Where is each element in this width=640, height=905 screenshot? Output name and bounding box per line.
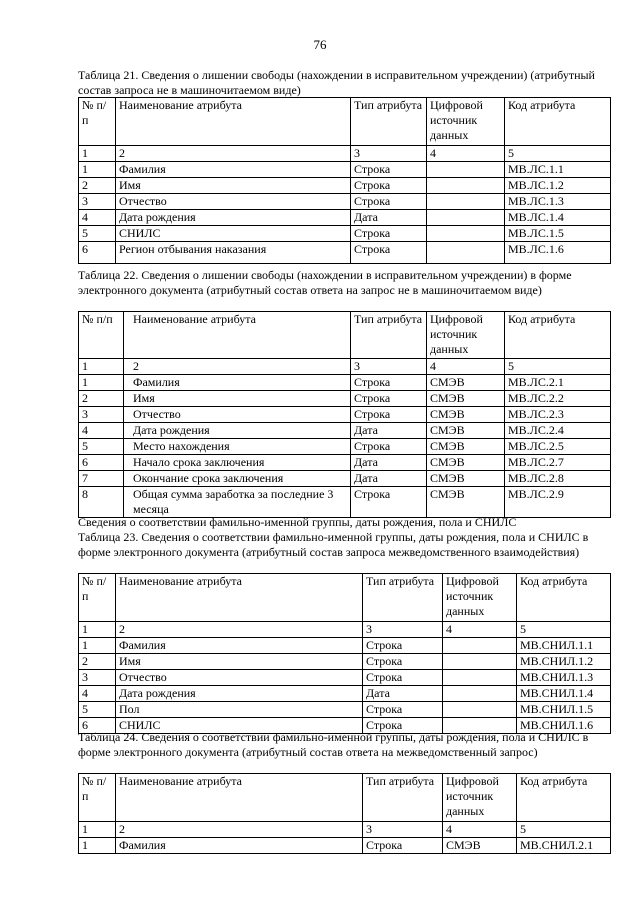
- cell-type: Строка: [351, 242, 427, 264]
- table-row: [79, 210, 611, 226]
- table-row: [79, 162, 611, 178]
- table-header-row: [79, 98, 611, 146]
- cell-name: Отчество: [116, 670, 363, 686]
- cell-code: МВ.ЛС.2.2: [505, 391, 611, 407]
- cell-number: 1: [79, 838, 116, 854]
- cell-source: [443, 686, 517, 702]
- header-code: Код атрибута: [505, 98, 611, 146]
- header-name: Наименование атрибута: [116, 574, 363, 622]
- cell-type: Дата: [351, 455, 427, 471]
- cell-source: СМЭВ: [443, 838, 517, 854]
- cell-source: [427, 242, 505, 264]
- table-row: [79, 471, 611, 487]
- table-row: [79, 622, 611, 638]
- cell-number: 6: [79, 718, 116, 734]
- cell-number: 2: [79, 654, 116, 670]
- table-24-caption: Таблица 24. Сведения о соответствии фамильно-именной группы, даты рождения, пола и СНИЛС в форме электронного документа (атрибутный состав ответа на межведомственный запрос): [78, 730, 589, 759]
- cell-number: 8: [79, 487, 124, 518]
- cell-name: 2: [116, 622, 363, 638]
- cell-code: МВ.СНИЛ.1.3: [517, 670, 611, 686]
- cell-number: 4: [79, 686, 116, 702]
- header-code: Код атрибута: [517, 574, 611, 622]
- cell-name: Имя: [124, 391, 351, 407]
- cell-type: Строка: [363, 702, 443, 718]
- cell-source: [427, 194, 505, 210]
- header-name: Наименование атрибута: [116, 98, 351, 146]
- cell-number: 1: [79, 822, 116, 838]
- header-type: Тип атрибута: [363, 774, 443, 822]
- cell-name: Начало срока заключения: [124, 455, 351, 471]
- cell-type: Дата: [351, 423, 427, 439]
- cell-source: 4: [427, 359, 505, 375]
- cell-name: Фамилия: [116, 162, 351, 178]
- header-source: Цифровой источник данных: [443, 774, 517, 822]
- cell-code: МВ.ЛС.1.1: [505, 162, 611, 178]
- cell-name: Отчество: [124, 407, 351, 423]
- cell-code: МВ.ЛС.2.5: [505, 439, 611, 455]
- header-number: № п/п: [79, 574, 116, 622]
- table-row: [79, 838, 611, 854]
- cell-code: МВ.ЛС.1.4: [505, 210, 611, 226]
- cell-number: 5: [79, 439, 124, 455]
- table-row: [79, 686, 611, 702]
- table-header-row: [79, 312, 611, 359]
- cell-source: СМЭВ: [427, 455, 505, 471]
- header-code: Код атрибута: [517, 774, 611, 822]
- header-code: Код атрибута: [505, 312, 611, 359]
- cell-name: СНИЛС: [116, 718, 363, 734]
- cell-source: 4: [443, 822, 517, 838]
- cell-number: 1: [79, 162, 116, 178]
- table-24: [78, 773, 611, 854]
- cell-code: МВ.ЛС.2.7: [505, 455, 611, 471]
- cell-code: МВ.ЛС.1.5: [505, 226, 611, 242]
- cell-type: Строка: [363, 838, 443, 854]
- table-row: [79, 391, 611, 407]
- cell-name: 2: [116, 822, 363, 838]
- cell-name: Дата рождения: [124, 423, 351, 439]
- cell-code: МВ.ЛС.2.1: [505, 375, 611, 391]
- cell-code: МВ.СНИЛ.1.2: [517, 654, 611, 670]
- cell-type: Строка: [363, 638, 443, 654]
- cell-type: Строка: [351, 439, 427, 455]
- cell-code: 5: [505, 146, 611, 162]
- table-row: [79, 146, 611, 162]
- cell-source: СМЭВ: [427, 439, 505, 455]
- cell-code: МВ.ЛС.1.3: [505, 194, 611, 210]
- table-row: [79, 178, 611, 194]
- cell-number: 4: [79, 210, 116, 226]
- cell-code: МВ.ЛС.2.4: [505, 423, 611, 439]
- cell-source: [427, 226, 505, 242]
- cell-name: Дата рождения: [116, 686, 363, 702]
- cell-number: 6: [79, 242, 116, 264]
- table-row: [79, 654, 611, 670]
- cell-source: [443, 654, 517, 670]
- header-number: № п/п: [79, 312, 124, 359]
- cell-type: 3: [351, 359, 427, 375]
- header-number: № п/п: [79, 774, 116, 822]
- cell-type: 3: [351, 146, 427, 162]
- cell-number: 2: [79, 391, 124, 407]
- cell-code: МВ.ЛС.2.3: [505, 407, 611, 423]
- cell-type: 3: [363, 822, 443, 838]
- cell-type: Дата: [363, 686, 443, 702]
- cell-type: Строка: [351, 226, 427, 242]
- header-source: Цифровой источник данных: [427, 98, 505, 146]
- cell-number: 1: [79, 146, 116, 162]
- cell-type: Строка: [363, 670, 443, 686]
- cell-source: [427, 162, 505, 178]
- header-type: Тип атрибута: [351, 312, 427, 359]
- cell-type: Строка: [351, 487, 427, 518]
- cell-number: 3: [79, 407, 124, 423]
- header-name: Наименование атрибута: [116, 774, 363, 822]
- table-row: [79, 194, 611, 210]
- table-row: [79, 702, 611, 718]
- header-name: Наименование атрибута: [124, 312, 351, 359]
- cell-name: Фамилия: [116, 638, 363, 654]
- header-source: Цифровой источник данных: [427, 312, 505, 359]
- cell-source: СМЭВ: [427, 471, 505, 487]
- cell-name: Дата рождения: [116, 210, 351, 226]
- cell-source: СМЭВ: [427, 391, 505, 407]
- section-heading: Сведения о соответствии фамильно-именной группы, даты рождения, пола и СНИЛС: [78, 515, 517, 529]
- cell-code: МВ.СНИЛ.1.4: [517, 686, 611, 702]
- table-row: [79, 375, 611, 391]
- cell-code: МВ.СНИЛ.1.5: [517, 702, 611, 718]
- cell-type: Строка: [351, 194, 427, 210]
- header-source: Цифровой источник данных: [443, 574, 517, 622]
- table-21-caption: Таблица 21. Сведения о лишении свободы (нахождении в исправительном учреждении) (атрибутный состав запроса не в машиночитаемом виде): [78, 68, 595, 97]
- table-row: [79, 359, 611, 375]
- cell-source: СМЭВ: [427, 487, 505, 518]
- cell-source: [443, 702, 517, 718]
- cell-number: 3: [79, 194, 116, 210]
- cell-type: Строка: [351, 391, 427, 407]
- cell-type: Дата: [351, 210, 427, 226]
- cell-code: МВ.СНИЛ.1.1: [517, 638, 611, 654]
- table-row: [79, 226, 611, 242]
- cell-number: 7: [79, 471, 124, 487]
- cell-type: Строка: [351, 407, 427, 423]
- cell-code: 5: [517, 822, 611, 838]
- table-row: [79, 822, 611, 838]
- cell-name: Место нахождения: [124, 439, 351, 455]
- cell-number: 1: [79, 622, 116, 638]
- cell-name: Регион отбывания наказания: [116, 242, 351, 264]
- header-type: Тип атрибута: [351, 98, 427, 146]
- cell-name: СНИЛС: [116, 226, 351, 242]
- cell-name: Окончание срока заключения: [124, 471, 351, 487]
- page-number: 76: [313, 37, 327, 52]
- table-header-row: [79, 774, 611, 822]
- cell-name: 2: [124, 359, 351, 375]
- table-22: [78, 311, 611, 518]
- cell-code: МВ.ЛС.1.2: [505, 178, 611, 194]
- cell-name: Имя: [116, 178, 351, 194]
- header-type: Тип атрибута: [363, 574, 443, 622]
- cell-code: МВ.ЛС.2.9: [505, 487, 611, 518]
- cell-source: СМЭВ: [427, 423, 505, 439]
- cell-number: 2: [79, 178, 116, 194]
- cell-type: Строка: [351, 162, 427, 178]
- cell-name: Фамилия: [124, 375, 351, 391]
- table-row: [79, 439, 611, 455]
- table-row: [79, 487, 611, 518]
- cell-type: Строка: [351, 178, 427, 194]
- table-row: [79, 638, 611, 654]
- table-row: [79, 423, 611, 439]
- cell-number: 1: [79, 638, 116, 654]
- cell-number: 4: [79, 423, 124, 439]
- cell-source: [443, 638, 517, 654]
- table-21: [78, 97, 611, 264]
- cell-code: МВ.СНИЛ.1.6: [517, 718, 611, 734]
- cell-type: Строка: [363, 718, 443, 734]
- cell-code: МВ.ЛС.1.6: [505, 242, 611, 264]
- cell-name: Имя: [116, 654, 363, 670]
- cell-source: [443, 670, 517, 686]
- cell-type: Строка: [363, 654, 443, 670]
- cell-number: 6: [79, 455, 124, 471]
- cell-source: 4: [443, 622, 517, 638]
- table-23-caption: Таблица 23. Сведения о соответствии фамильно-именной группы, даты рождения, пола и СНИЛС в форме электронного документа (атрибутный состав запроса межведомственного взаимодействия): [78, 530, 589, 559]
- cell-number: 5: [79, 226, 116, 242]
- cell-type: Строка: [351, 375, 427, 391]
- table-row: [79, 242, 611, 264]
- cell-code: МВ.СНИЛ.2.1: [517, 838, 611, 854]
- cell-code: 5: [517, 622, 611, 638]
- cell-code: МВ.ЛС.2.8: [505, 471, 611, 487]
- table-row: [79, 670, 611, 686]
- cell-name: 2: [116, 146, 351, 162]
- cell-name: Пол: [116, 702, 363, 718]
- header-number: № п/п: [79, 98, 116, 146]
- cell-source: СМЭВ: [427, 407, 505, 423]
- cell-source: [427, 210, 505, 226]
- cell-source: [427, 178, 505, 194]
- cell-number: 1: [79, 375, 124, 391]
- cell-type: 3: [363, 622, 443, 638]
- table-23: [78, 573, 611, 734]
- cell-number: 1: [79, 359, 124, 375]
- cell-type: Дата: [351, 471, 427, 487]
- cell-source: 4: [427, 146, 505, 162]
- cell-source: СМЭВ: [427, 375, 505, 391]
- table-22-caption: Таблица 22. Сведения о лишении свободы (нахождении в исправительном учреждении) в форме электронного документа (атрибутный состав ответа на запрос не в машиночитаемом виде): [78, 268, 572, 297]
- cell-number: 3: [79, 670, 116, 686]
- cell-name: Фамилия: [116, 838, 363, 854]
- table-row: [79, 455, 611, 471]
- cell-name: Отчество: [116, 194, 351, 210]
- cell-code: 5: [505, 359, 611, 375]
- table-header-row: [79, 574, 611, 622]
- cell-name: Общая сумма заработка за последние 3 месяца: [124, 487, 351, 518]
- table-row: [79, 407, 611, 423]
- cell-number: 5: [79, 702, 116, 718]
